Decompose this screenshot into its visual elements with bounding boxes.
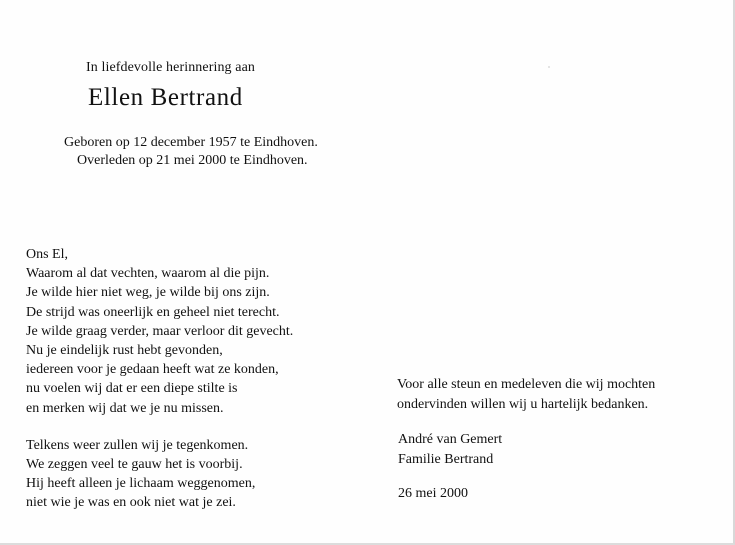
thanks-line: Voor alle steun en medeleven die wij mochten	[397, 377, 656, 392]
poem-line: Je wilde hier niet weg, je wilde bij ons zijn.	[26, 285, 270, 301]
poem-line: nu voelen wij dat er een diepe stilte is	[26, 381, 238, 397]
death-line: Overleden op 21 mei 2000 te Eindhoven.	[77, 153, 308, 168]
poem	[26, 245, 293, 513]
intro-line: In liefdevolle herinnering aan	[86, 60, 255, 75]
poem-line: Nu je eindelijk rust hebt gevonden,	[26, 343, 223, 359]
signatory: André van Gemert	[398, 432, 503, 447]
signatories	[398, 430, 502, 469]
poem-line: Waarom al dat vechten, waarom al die pijn.	[26, 266, 270, 282]
poem-stanza-2	[26, 436, 293, 513]
thanks-message	[397, 375, 655, 414]
poem-line: Je wilde graag verder, maar verloor dit gevecht.	[26, 323, 294, 339]
poem-line: en merken wij dat we je nu missen.	[26, 400, 224, 416]
birth-line: Geboren op 12 december 1957 te Eindhoven.	[64, 135, 318, 150]
poem-line: iedereen voor je gedaan heeft wat ze konden,	[26, 362, 279, 378]
poem-line: Hij heeft alleen je lichaam weggenomen,	[26, 476, 256, 492]
poem-line: We zeggen veel te gauw het is voorbij.	[26, 457, 243, 473]
signatory: Familie Bertrand	[398, 451, 494, 467]
poem-line: De strijd was oneerlijk en geheel niet terecht.	[26, 304, 280, 320]
poem-line: Ons El,	[26, 247, 68, 262]
card-date: 26 mei 2000	[398, 486, 468, 501]
poem-line: Telkens weer zullen wij je tegenkomen.	[26, 437, 249, 453]
poem-line: niet wie je was en ook niet wat je zei.	[26, 495, 236, 511]
thanks-line: ondervinden willen wij u hartelijk bedanken.	[397, 396, 649, 412]
print-speck	[548, 66, 550, 68]
poem-stanza-1	[26, 245, 293, 418]
stanza-spacer	[26, 418, 293, 436]
life-dates	[64, 134, 318, 170]
deceased-name: Ellen Bertrand	[88, 84, 243, 111]
